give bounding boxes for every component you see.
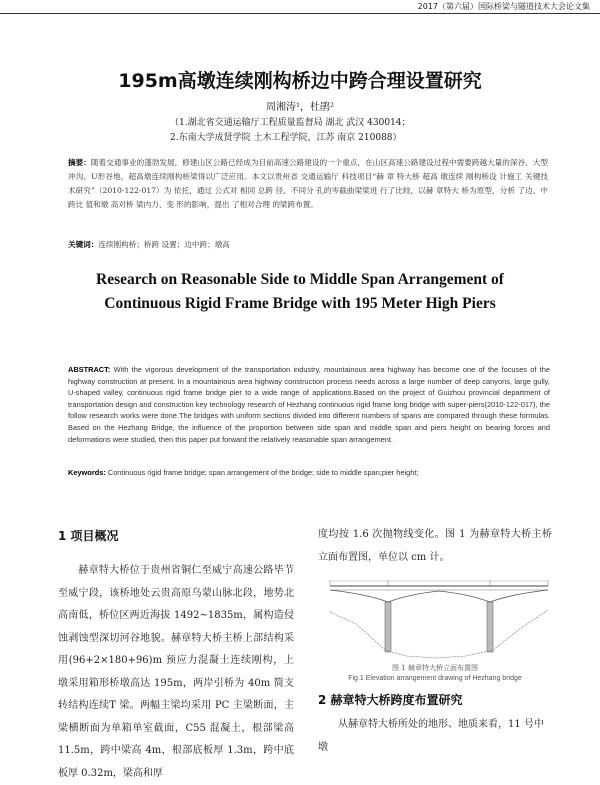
- bridge-elevation-drawing: [326, 572, 552, 660]
- paper-title-cn: 195m高墩连续刚构桥边中跨合理设置研究: [118, 70, 482, 92]
- keywords-en-text: Continuous rigid frame bridge; span arrangement of the bridge; side to middle span;pier height;: [107, 468, 419, 477]
- abstract-en-text: With the vigorous development of the transportation industry, mountainous area highway has become one of the focuses of the highway construction at present. In a mountainous area highway construction process needs across a large number of deep canyons, large gully, U-shaped valley, continuous rigid frame bridge pier to a wide range of applications.Based on the project of Guizhou provincial department of transportation design and construction key technology research of Hezhang continuous rigid frame long bridge with super-piers(2010-122-017), the follow research works were done.The bridges with uniform sections divided into different numbers of spans are compared through these formulas. Based on the Hezhang Bridge, the influence of the proportion between side span and middle span and piers height on bearing forces and deformations were studied, then this paper put forward the relatively reasonable span arrangement.: [68, 365, 550, 444]
- abstract-cn: [68, 156, 548, 212]
- paper-title-en-line1: Research on Reasonable Side to Middle Span Arrangement of: [96, 271, 504, 288]
- running-header: [0, 0, 600, 14]
- section-1-continued: 度均按 1.6 次抛物线变化。图 1 为赫章特大桥主桥立面布置图，单位以 cm 计。: [318, 529, 552, 563]
- paper-title-en-line2: Continuous Rigid Frame Bridge with 195 Meter High Piers: [104, 295, 496, 312]
- pier-left: [385, 602, 391, 652]
- keywords-cn: [68, 239, 548, 250]
- section-2-heading: 2 赫章特大桥跨度布置研究: [318, 693, 463, 707]
- abstract-en-label: ABSTRACT:: [68, 365, 111, 374]
- abstract-cn-text: 随着交通事业的蓬勃发展，修建山区公路已经成为目前高速公路建设的一个重点，在山区高速公路建设过程中需要跨越大量的深谷、大型冲沟、U形谷地，超高墩连续刚构桥梁得以广泛应用。本文以贵州省 交通运输厅 科技项目“赫 章 特大桥 超高 墩连续 刚构桥设 计施工 关键技 术研究”（2010-122-017）为 依托，通过 公式对 相同 总跨 径、不同分 孔的岑截曲梁梁进 行了比较，以赫 章特大 桥为原型，分析 了边、中跨比 值和墩 高对桥 梁内力、变 形的影响，提出 了相对合理 的梁跨布置。: [68, 158, 548, 209]
- girder-profile: [330, 590, 548, 602]
- figure-1-caption-en: Fig.1 Elevation arrangement drawing of Hezhang bridge: [348, 675, 522, 682]
- figure-1-caption-cn: 图 1 赫章特大桥立面布置图: [392, 664, 478, 672]
- keywords-cn-text: 连续刚构桥；桥跨 设置；边中跨；墩高: [98, 240, 230, 249]
- authors: 周湘涛¹，杜鹃²: [265, 102, 335, 113]
- section-1-body: [58, 560, 294, 785]
- keywords-cn-label: 关键词：: [68, 240, 99, 249]
- section-1-heading: 1 项目概况: [58, 529, 119, 543]
- ground-line: [330, 610, 548, 658]
- abstract-cn-label: 摘要：: [68, 158, 91, 167]
- affiliations: [170, 116, 411, 146]
- abstract-en: [68, 364, 550, 445]
- keywords-en: [68, 468, 550, 477]
- section-2-text: 从赫章特大桥所处的地形、地质来看，11 号中墩: [318, 719, 544, 753]
- keywords-en-label: Keywords:: [68, 468, 106, 477]
- running-header-title: 2017（第六届）国际桥梁与隧道技术大会论文集: [417, 2, 590, 11]
- affiliation-1: （1.湖北省交通运输厅工程质量监督局 湖北 武汉 430014；: [170, 118, 411, 128]
- figure-1: [326, 572, 552, 660]
- pier-right: [487, 602, 493, 652]
- section-1-text: 赫章特大桥位于贵州省铜仁至威宁高速公路毕节至威宁段，该桥地处云贵高原乌蒙山脉北段，地势北高南低，桥位区两近海拔 1492~1835m，属构造侵蚀剥蚀型深切河谷地貌。赫章特大桥主桥上部结构采用(96+2×180+96)m 预应力混凝土连续刚构，上墩采用箱形桥墩高达 195m，两岸引桥为 40m 简支转结构连续T 梁。两幅主梁均采用 PC 主梁断面，主梁横断面为单箱单室截面，C55 混凝土，根部梁高 11.5m，跨中梁高 4m，根部底板厚 1.3m，跨中底板厚 0.32m，梁高和厚: [58, 565, 294, 779]
- paper-title-en: [0, 268, 600, 316]
- affiliation-2: 2.东南大学成贤学院 土木工程学院，江苏 南京 210088）: [170, 133, 402, 143]
